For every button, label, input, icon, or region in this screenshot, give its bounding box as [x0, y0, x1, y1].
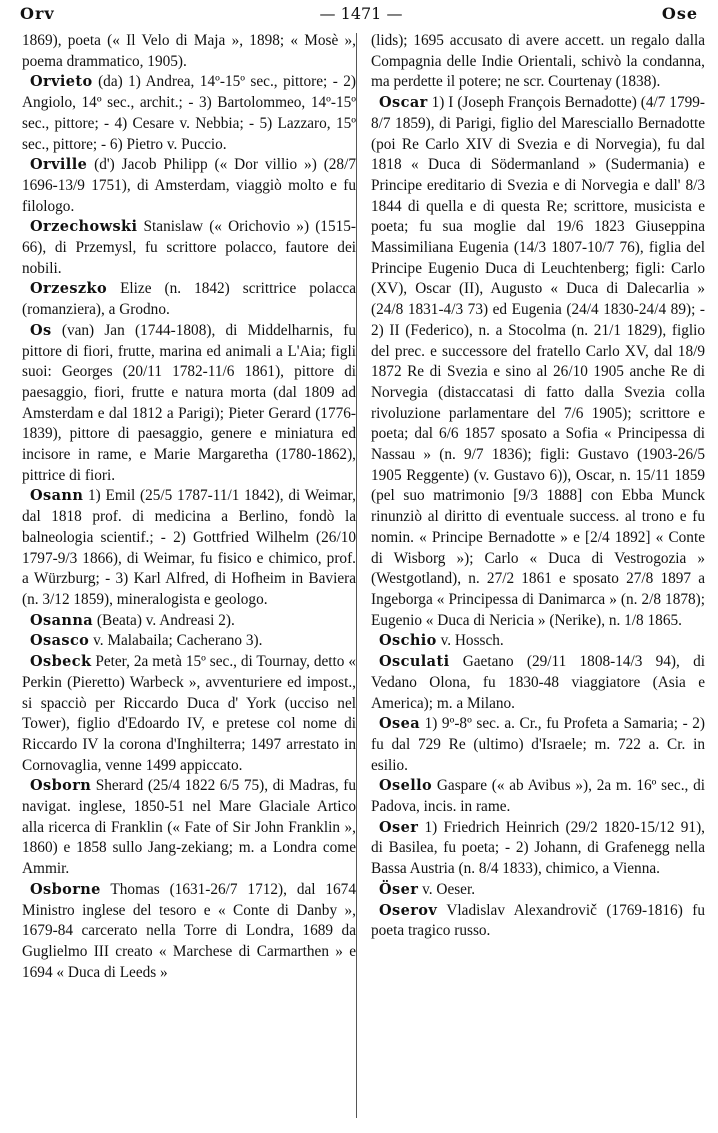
column-divider	[356, 33, 357, 1118]
entry-headword: Oschio	[379, 632, 437, 650]
entry-headword: Os	[30, 321, 52, 339]
dictionary-entry	[371, 880, 705, 901]
entry-text: Sherard (25/4 1822 6/5 75), di Madras, fu navigat. inglese, 1850-51 nel Mare Glaciale Artico alla ricerca di Franklin (« Fate of Sir John Franklin », 1860) e 1858 sullo Jang-zekiang; m. a Londra come Ammir.	[22, 777, 356, 878]
dictionary-entry	[22, 155, 356, 217]
dictionary-entry	[22, 31, 356, 72]
dictionary-entry	[371, 31, 705, 93]
dictionary-entry	[22, 217, 356, 279]
entry-headword: Orville	[30, 156, 88, 174]
header-left-guide-word: Orv	[20, 4, 55, 23]
entry-headword: Öser	[379, 880, 419, 898]
entry-text: (van) Jan (1744-1808), di Middelharnis, fu pittore di fiori, frutte, marina ed animali a L'Aia; figli suoi: Georges (20/11 1782-11/6 1861), pittore di paesaggio, fiori, frutte e natura morta (dal 1809 ad Amsterdam e dal 1812 a Parigi); Pieter Gerard (1776-1839), pittore di paesaggio, genere e miniatura ed incisore in rame, e Marie Margaretha (1780-1862), pittrice di fiori.	[22, 321, 356, 484]
entry-text: 1) 9º-8º sec. a. Cr., fu Profeta a Samaria; - 2) fu dal 729 Re (ultimo) d'Israele; m. 722 a. Cr. in esilio.	[371, 715, 706, 774]
entry-text: (lids); 1695 accusato di avere accett. un regalo dalla Compagnia delle Indie Orientali, schivò la condanna, ma perdette il potere; ne scr. Courtenay (1838).	[371, 32, 705, 91]
dictionary-entry	[22, 776, 356, 880]
entry-text: Vladislav Alexandrovič (1769-1816) fu poeta tragico russo.	[371, 901, 705, 940]
dictionary-entry	[371, 901, 705, 942]
dictionary-entry	[371, 631, 705, 652]
dictionary-entry	[22, 611, 356, 632]
dictionary-entry	[371, 93, 705, 631]
entry-text: Stanislaw (« Orichovio ») (1515-66), di Przemysl, fu scrittore polacco, fautore dei nobili.	[22, 218, 356, 277]
entry-text: Thomas (1631-26/7 1712), dal 1674 Ministro inglese del tesoro e « Conte di Danby », 1679-84 carcerato nella Torre di Londra, 1689 da Guglielmo III creato « Marchese di Carmarthen » e 1694 « Duca di Leeds »	[22, 880, 356, 981]
entry-text: 1) I (Joseph François Bernadotte) (4/7 1799-8/7 1859), di Parigi, figlio del Maresciallo Bernadotte (poi Re Carlo XIV di Svezia e di Norvegia), fu dal 1818 « Duca di Södermanland » (Sudermania) e Principe ereditario di Svezia e di Norvegia e dall' 8/3 1844 di quella e di questa Re; scrittore, musicista e poeta; fu sua moglie dal 19/6 1823 Giuseppina Massimiliana Eugenia (14/3 1807-10/7 76), figlia del Principe Eugenio Duca di Leuchtenberg; figli: Carlo (XV), Oscar (II), Augusto « Duca di Dalecarlia » (24/8 1831-4/3 73) ed Eugenia (24/4 1830-24/4 89); - 2) II (Federico), n. a Stocolma (n. 21/1 1829), figlio del prec. e successore del fratello Carlo XV, dal 18/9 1872 Re di Svezia e sino al 26/10 1905 anche Re di Norvegia (distaccatasi di fatto dalla Svezia colla rivoluzione parlamentare del 7/6 1905); scrittore e poeta; dal 6/6 1857 sposato a Sofia « Principessa di Nassau » (n. 9/7 1836); figli: Gustavo (1903-26/5 1905 Reggente) (v. Gustavo 6)), Oscar, n. 15/11 1859 (pel suo matrimonio [9/3 1888] con Ebba Munck rinunziò al diritto di eventuale success. al trono e fu nomin. « Principe Bernadotte » e [2/4 1892] « Conte di Wisborg »); Carlo « Duca di Vestrogozia » (Westgotland), n. 27/2 1861 e sposato 27/8 1897 a Ingeborga « Principessa di Danimarca » (n. 2/8 1878); Eugenio « Duca di Nericia » (Nerike), n. 1/8 1865.	[371, 94, 705, 629]
entry-text: (da) 1) Andrea, 14º-15º sec., pittore; - 2) Angiolo, 14º sec., archit.; - 3) Bartolommeo, 14º-15º sec., pittore; - 4) Cesare v. Nebbia; - 5) Lazzaro, 15º sec., pittore; - 6) Pietro v. Puccio.	[22, 73, 356, 153]
entry-text: v. Hossch.	[440, 632, 504, 650]
page-number: — 1471 —	[319, 4, 403, 23]
dictionary-entry	[22, 72, 356, 155]
page-header	[20, 4, 702, 26]
entry-text: 1) Friedrich Heinrich (29/2 1820-15/12 91), di Basilea, fu poeta; - 2) Johann, di Grafenegg nella Bassa Austria (n. 8/4 1833), chimico, a Vienna.	[371, 818, 705, 878]
dictionary-entry	[22, 279, 356, 320]
entry-headword: Oser	[379, 818, 419, 836]
entry-headword: Osanna	[30, 611, 94, 629]
right-column	[371, 31, 705, 942]
entry-headword: Osculati	[379, 653, 450, 671]
entry-text: Gaspare (« ab Avibus »), 2a m. 16º sec., di Padova, incis. in rame.	[371, 777, 705, 816]
dictionary-entry	[22, 880, 356, 984]
dictionary-entry	[371, 714, 705, 776]
entry-text: Elize (n. 1842) scrittrice polacca (romanziera), a Grodno.	[22, 280, 356, 319]
entry-headword: Osann	[30, 487, 84, 505]
entry-headword: Oscar	[379, 94, 428, 112]
entry-headword: Osasco	[30, 632, 90, 650]
dictionary-entry	[371, 776, 705, 817]
entry-headword: Orzechowski	[30, 218, 138, 236]
entry-headword: Osello	[379, 777, 433, 795]
entry-text: 1) Emil (25/5 1787-11/1 1842), di Weimar, dal 1818 prof. di medicina a Berlino, fondò la balneologia scientif.; - 2) Gottfried Wilhelm (26/10 1797-9/3 1866), di Weimar, fu fisico e chimico, prof. a Würzburg; - 3) Karl Alfred, di Hofheim in Baviera (n. 3/12 1859), mineralogista e geologo.	[22, 487, 356, 608]
left-column	[22, 31, 356, 983]
dictionary-entry	[22, 631, 356, 652]
dictionary-entry	[371, 652, 705, 714]
entry-headword: Oserov	[379, 901, 438, 919]
header-right-guide-word: Ose	[661, 4, 698, 23]
dictionary-entry	[22, 486, 356, 610]
entry-headword: Osea	[379, 715, 421, 733]
entry-text: Gaetano (29/11 1808-14/3 94), di Vedano Olona, fu 1830-48 viaggiatore (Asia e America); m. a Milano.	[371, 653, 705, 712]
entry-headword: Osborn	[30, 777, 92, 795]
entry-text: (Beata) v. Andreasi 2).	[96, 611, 235, 629]
entry-text: v. Oeser.	[422, 880, 476, 898]
entry-headword: Orvieto	[30, 73, 93, 91]
entry-headword: Osbeck	[30, 653, 92, 671]
entry-headword: Osborne	[30, 880, 101, 898]
entry-headword: Orzeszko	[30, 280, 108, 298]
entry-text: (d') Jacob Philipp (« Dor villio ») (28/7 1696-13/9 1751), di Amsterdam, viaggiò molto e fu filologo.	[22, 156, 356, 215]
dictionary-entry	[22, 652, 356, 776]
dictionary-entry	[371, 818, 705, 880]
entry-text: v. Malabaila; Cacherano 3).	[93, 632, 263, 650]
entry-text: Peter, 2a metà 15º sec., di Tournay, detto « Perkin (Pieretto) Warbeck », avventuriere ed impost., si spacciò per Riccardo Duca d' York (ucciso nel Tower), figlio d'Edoardo IV, e pretese col nome di Riccardo IV la corona d'Inghilterra; 1497 arrestato in Cornovaglia, venne 1499 appiccato.	[22, 653, 357, 774]
entry-text: 1869), poeta (« Il Velo di Maja », 1898; « Mosè », poema drammatico, 1905).	[22, 32, 356, 70]
dictionary-entry	[22, 321, 356, 487]
